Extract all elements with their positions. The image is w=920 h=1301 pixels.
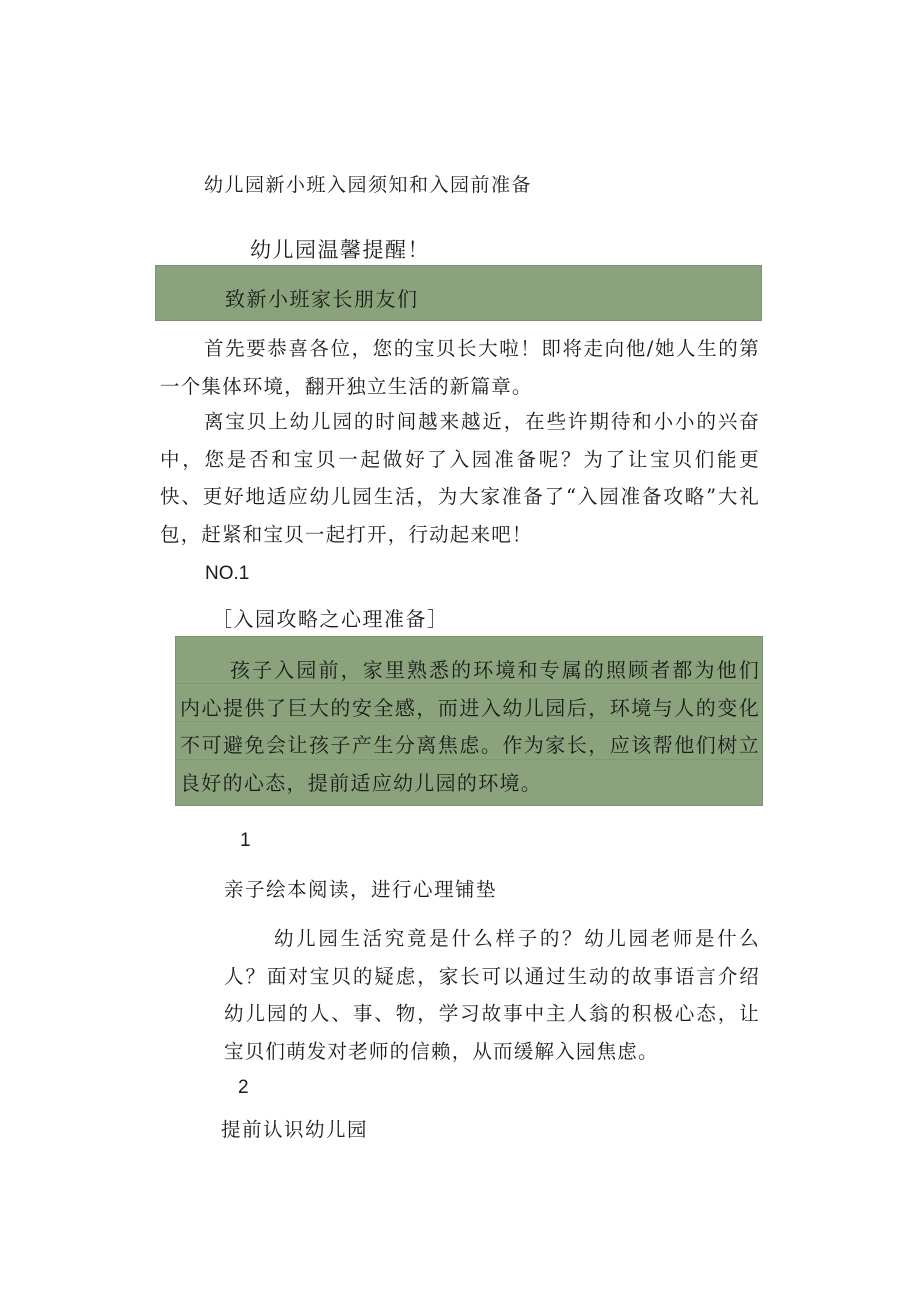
highlight-paragraph: 孩子入园前，家里熟悉的环境和专属的照顾者都为他们内心提供了巨大的安全感，而进入幼儿园后，环境与人的变化不可避免会让孩子产生分离焦虑。作为家长，应该帮他们树立良好的心态，提前适应幼儿园的环境。 xyxy=(180,658,760,796)
preparation-paragraph: 离宝贝上幼儿园的时间越来越近，在些许期待和小小的兴奋中，您是否和宝贝一起做好了入园准备呢？为了让宝贝们能更快、更好地适应幼儿园生活，为大家准备了“入园准备攻略”大礼包，赶紧和宝贝一起打开，行动起来吧！ xyxy=(160,410,760,546)
item-1-number: 1 xyxy=(240,830,251,851)
item-1-paragraph: 幼儿园生活究竟是什么样子的？幼儿园老师是什么人？面对宝贝的疑虑，家长可以通过生动的故事语言介绍幼儿园的人、事、物，学习故事中主人翁的积极心态，让宝贝们萌发对老师的信赖，从而缓解入园焦虑。 xyxy=(224,927,760,1063)
document-title: 幼儿园新小班入园须知和入园前准备 xyxy=(204,174,533,196)
item-1-title: 亲子绘本阅读，进行心理铺垫 xyxy=(224,878,498,901)
congratulation-paragraph: 首先要恭喜各位，您的宝贝长大啦！即将走向他/她人生的第一个集体环境，翻开独立生活的新篇章。 xyxy=(160,337,760,398)
banner-text: 致新小班家长朋友们 xyxy=(225,287,419,311)
item-2-number: 2 xyxy=(238,1077,249,1098)
section-number: NO.1 xyxy=(205,563,250,584)
item-2-title: 提前认识幼儿园 xyxy=(221,1118,369,1141)
highlight-box xyxy=(175,636,763,806)
parents-banner xyxy=(155,265,762,321)
reminder-heading: 幼儿园温馨提醒！ xyxy=(250,238,430,262)
section-heading: ［入园攻略之心理准备］ xyxy=(212,607,449,631)
